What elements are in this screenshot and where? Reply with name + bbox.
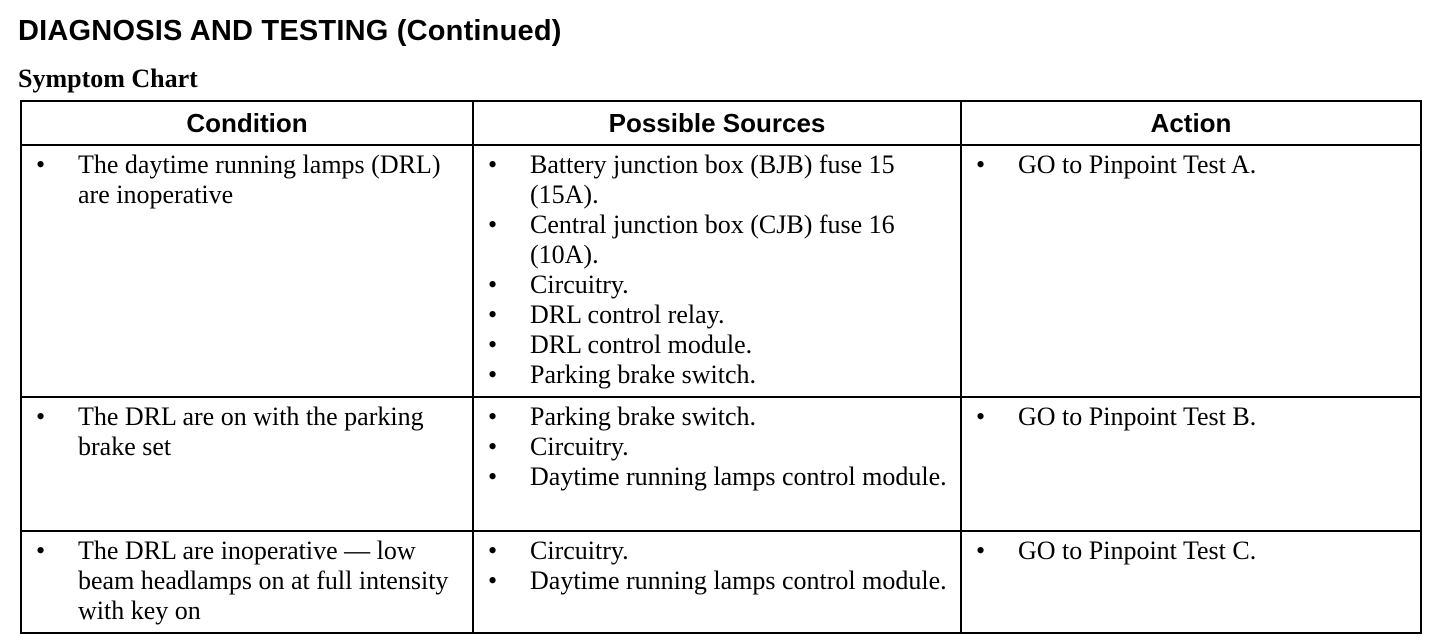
- header-action: Action: [961, 101, 1421, 145]
- source-item: • Daytime running lamps control module.: [488, 462, 947, 491]
- condition-item: • The daytime running lamps (DRL) are inoperative: [36, 150, 441, 209]
- table-row: [21, 531, 1421, 633]
- bullet-icon: •: [488, 536, 498, 565]
- header-condition: Condition: [21, 101, 473, 145]
- source-item: • DRL control relay.: [488, 300, 725, 329]
- bullet-icon: •: [488, 300, 498, 329]
- source-item: • Central junction box (CJB) fuse 16 (10A).: [488, 210, 895, 269]
- condition-item: • The DRL are on with the parking brake set: [36, 402, 424, 461]
- bullet-icon: •: [488, 360, 498, 389]
- source-item: • Battery junction box (BJB) fuse 15 (15A).: [488, 150, 895, 209]
- bullet-icon: •: [36, 402, 46, 431]
- bullet-icon: •: [488, 270, 498, 299]
- source-item: • Circuitry.: [488, 432, 629, 461]
- section-title: Symptom Chart: [18, 64, 198, 93]
- condition-item: • The DRL are inoperative — low beam headlamps on at full intensity with key on: [36, 536, 449, 625]
- action-item: • GO to Pinpoint Test B.: [976, 402, 1257, 431]
- table-row: [21, 145, 1421, 397]
- bullet-icon: •: [488, 210, 498, 239]
- condition-cell: [21, 145, 473, 397]
- bullet-icon: •: [488, 330, 498, 359]
- bullet-icon: •: [976, 536, 986, 565]
- source-item: • Parking brake switch.: [488, 402, 757, 431]
- action-item: • GO to Pinpoint Test C.: [976, 536, 1257, 565]
- source-item: • Daytime running lamps control module.: [488, 566, 947, 595]
- bullet-icon: •: [488, 150, 498, 179]
- condition-cell: [21, 531, 473, 633]
- bullet-icon: •: [488, 566, 498, 595]
- condition-cell: [21, 397, 473, 531]
- action-cell: [961, 397, 1421, 531]
- action-cell: [961, 531, 1421, 633]
- header-possible-sources: Possible Sources: [473, 101, 961, 145]
- sources-cell: [473, 531, 961, 633]
- source-item: • DRL control module.: [488, 330, 753, 359]
- bullet-icon: •: [36, 536, 46, 565]
- action-item: • GO to Pinpoint Test A.: [976, 150, 1257, 179]
- bullet-icon: •: [976, 150, 986, 179]
- symptom-chart-table: [20, 100, 1422, 634]
- table-header-row: [21, 101, 1421, 145]
- bullet-icon: •: [488, 432, 498, 461]
- table-row: [21, 397, 1421, 531]
- action-cell: [961, 145, 1421, 397]
- source-item: • Parking brake switch.: [488, 360, 757, 389]
- bullet-icon: •: [488, 402, 498, 431]
- bullet-icon: •: [488, 462, 498, 491]
- bullet-icon: •: [976, 402, 986, 431]
- sources-cell: [473, 397, 961, 531]
- page-heading: DIAGNOSIS AND TESTING (Continued): [18, 15, 562, 47]
- source-item: • Circuitry.: [488, 270, 629, 299]
- source-item: • Circuitry.: [488, 536, 629, 565]
- bullet-icon: •: [36, 150, 46, 179]
- sources-cell: [473, 145, 961, 397]
